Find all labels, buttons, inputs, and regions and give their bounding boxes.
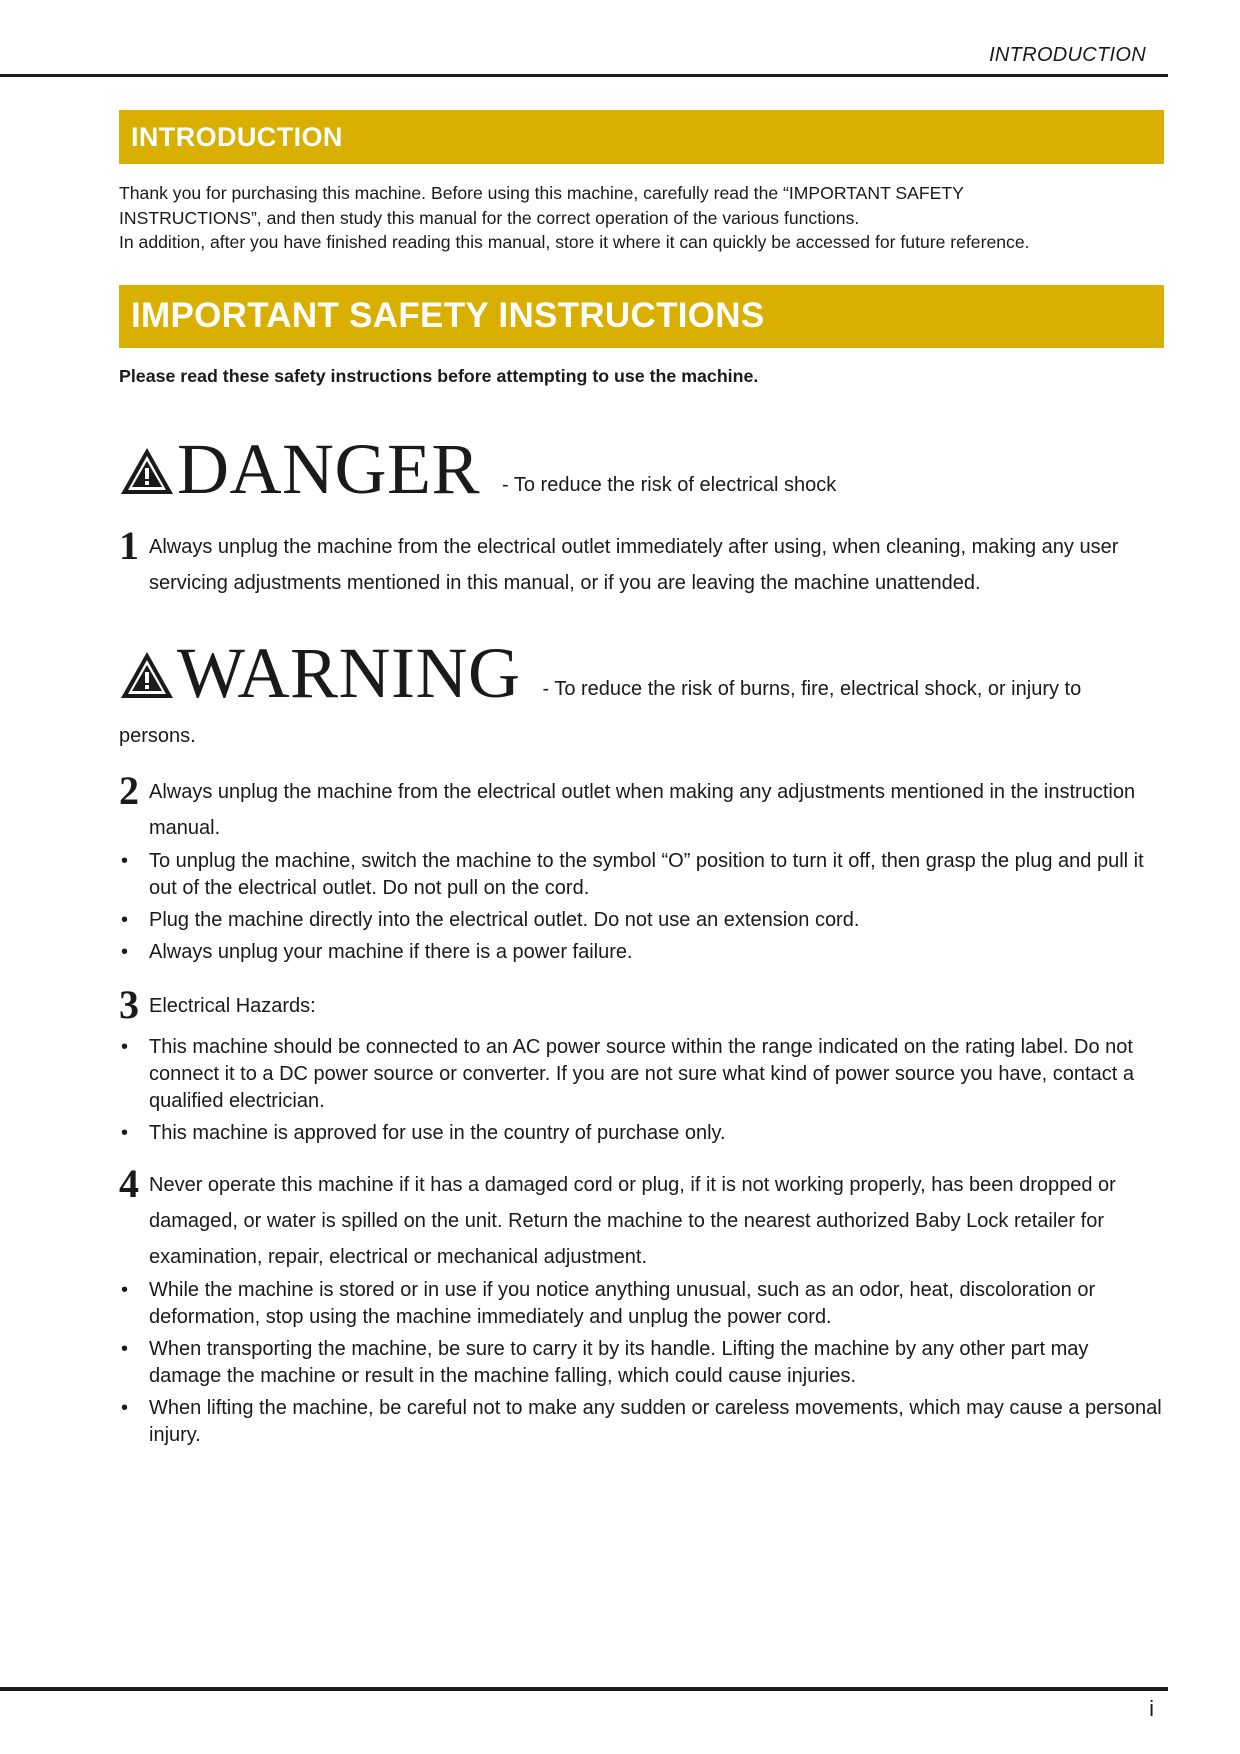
warning-description-continuation: persons. [119, 724, 196, 747]
bullet-dot: • [121, 849, 129, 872]
item-text: Never operate this machine if it has a damaged cord or plug, if it is not working properly, has been dropped or damaged, or water is spilled on the unit. Return the machine to the nearest authorized Baby Lock retailer for examination, repair, electrical or mechanical adjustment. [149, 1173, 1116, 1268]
bullet-item [119, 848, 1164, 902]
item-number: 3 [119, 981, 139, 1027]
warning-description: - To reduce the risk of burns, fire, electrical shock, or injury to [542, 677, 1082, 700]
intro-paragraph-1-line-1: Thank you for purchasing this machine. Before using this machine, carefully read the “IMPORTANT SAFETY [119, 183, 964, 203]
item-text: Always unplug the machine from the electrical outlet immediately after using, when cleaning, making any user servicing adjustments mentioned in this manual, or if you are leaving the machine unattended. [149, 535, 1119, 594]
safety-item-3-bullets [119, 1034, 1164, 1147]
warning-word: WARNING [177, 632, 521, 713]
bullet-text: While the machine is stored or in use if you notice anything unusual, such as an odor, heat, discoloration or deformation, stop using the machine immediately and unplug the power cord. [149, 1278, 1096, 1328]
item-number: 2 [119, 767, 139, 813]
warning-heading [119, 632, 1164, 713]
bullet-text: When transporting the machine, be sure to carry it by its handle. Lifting the machine by any other part may damage the machine or result in the machine falling, which could cause injuries. [149, 1337, 1089, 1387]
page-number: i [1149, 1696, 1154, 1721]
bullet-dot: • [121, 1121, 129, 1144]
introduction-banner: INTRODUCTION [119, 110, 1164, 164]
bullet-dot: • [121, 908, 129, 931]
item-number: 1 [119, 522, 139, 568]
item-text: Electrical Hazards: [149, 994, 316, 1017]
bullet-text: Always unplug your machine if there is a power failure. [149, 940, 633, 963]
safety-item-2 [119, 767, 1164, 846]
bullet-item [119, 1277, 1164, 1331]
item-text: Always unplug the machine from the electrical outlet when making any adjustments mentioned in the instruction manual. [149, 780, 1136, 839]
bullet-item [119, 1336, 1164, 1390]
bullet-text: Plug the machine directly into the electrical outlet. Do not use an extension cord. [149, 908, 860, 931]
bullet-text: To unplug the machine, switch the machine to the symbol “O” position to turn it off, then grasp the plug and pull it out of the electrical outlet. Do not pull on the cord. [149, 849, 1144, 899]
introduction-text [119, 181, 1164, 255]
bullet-dot: • [121, 1337, 129, 1360]
safety-item-1 [119, 522, 1164, 601]
danger-word: DANGER [177, 428, 480, 509]
bullet-item [119, 939, 1164, 966]
item-number: 4 [119, 1160, 139, 1206]
bullet-dot: • [121, 1035, 129, 1058]
bullet-item [119, 1034, 1164, 1115]
running-header-title: INTRODUCTION [989, 44, 1146, 66]
bullet-text: This machine should be connected to an AC power source within the range indicated on the rating label. Do not connect it to a DC power source or converter. If you are not sure what kind of power source you have, contact a qualified electrician. [149, 1035, 1134, 1112]
header-rule [0, 74, 1168, 77]
bullet-text: This machine is approved for use in the country of purchase only. [149, 1121, 726, 1144]
safety-item-4 [119, 1160, 1164, 1275]
danger-description: - To reduce the risk of electrical shock [502, 473, 837, 496]
bullet-text: When lifting the machine, be careful not to make any sudden or careless movements, which may cause a personal injury. [149, 1396, 1162, 1446]
bullet-item [119, 1395, 1164, 1449]
bullet-dot: • [121, 1278, 129, 1301]
safety-read-note: Please read these safety instructions before attempting to use the machine. [119, 365, 759, 386]
warning-triangle-icon [119, 650, 175, 700]
safety-item-4-bullets [119, 1277, 1164, 1449]
intro-paragraph-1-line-2: INSTRUCTIONS”, and then study this manual for the correct operation of the various functions. [119, 207, 860, 228]
footer-rule [0, 1687, 1168, 1691]
bullet-item [119, 1120, 1164, 1147]
safety-instructions-banner: IMPORTANT SAFETY INSTRUCTIONS [119, 285, 1164, 348]
intro-paragraph-2: In addition, after you have finished reading this manual, store it where it can quickly be accessed for future reference. [119, 232, 1030, 252]
danger-heading [119, 428, 1164, 509]
warning-triangle-icon [119, 446, 175, 496]
bullet-dot: • [121, 1396, 129, 1419]
safety-item-2-bullets [119, 848, 1164, 966]
bullet-dot: • [121, 940, 129, 963]
safety-item-3 [119, 981, 1164, 1027]
bullet-item [119, 907, 1164, 934]
page-content [119, 110, 1164, 1454]
